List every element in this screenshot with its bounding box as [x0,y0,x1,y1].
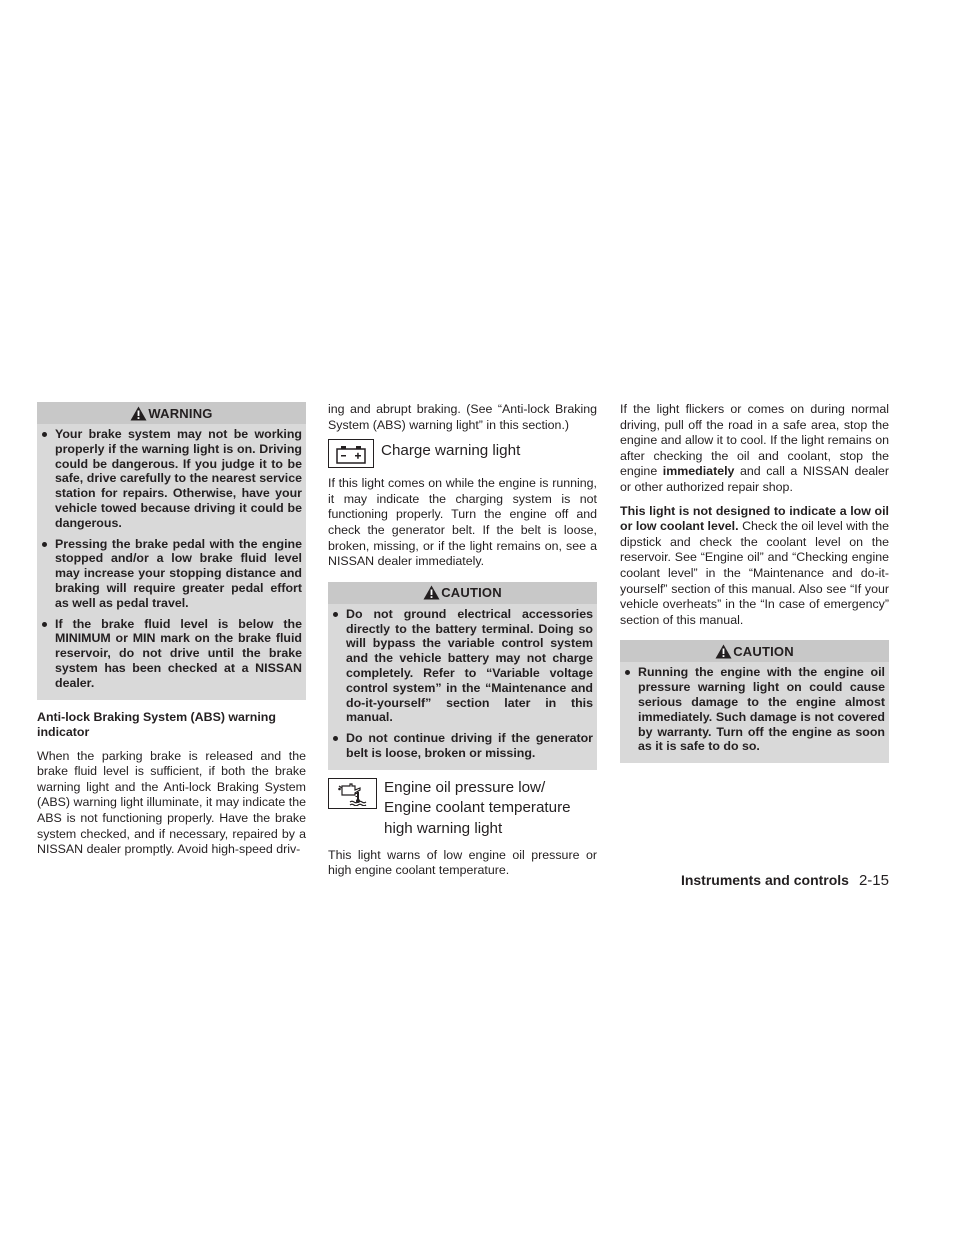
oil-icon-frame [328,778,377,809]
list-item: Your brake system may not be working properly if the warning light is on. Driving could be dangerous. If you judge it to be safe, drive carefully to the nearest service station for repairs. Otherwise, have your vehicle towed because driving it could be dangerous. [41,427,302,531]
flicker-paragraph [620,402,889,496]
oil-paragraph: This light warns of low engine oil pressure or high engine coolant temperature. [328,847,597,878]
column-3 [620,402,889,763]
footer-section: Instruments and controls [680,872,849,888]
oil-title: Engine oil pressure low/ Engine coolant temperature high warning light [384,778,571,837]
warning-header-label: WARNING [148,405,213,421]
list-item: If the brake fluid level is below the MINIMUM or MIN mark on the brake fluid reservoir, do not drive until the brake system has been checked at a NISSAN dealer. [41,617,302,691]
abs-heading: Anti-lock Braking System (ABS) warning indicator [37,709,276,739]
list-item: Running the engine with the engine oil pressure warning light on could cause serious damage to the engine almost immediately. Such damage is not covered by warranty. Turn off the engine as soon as it is safe to do so. [624,665,885,754]
battery-icon-frame [328,439,374,468]
warning-box [37,402,306,700]
warning-list [37,424,306,691]
page-footer [620,872,889,889]
list-item: Do not continue driving if the generator belt is loose, broken or missing. [332,731,593,761]
flicker-bold: immediately [662,464,735,479]
not-designed-bold: This light is not designed to indicate a low oil or low coolant level. [620,503,889,534]
warning-triangle-icon [423,585,440,600]
charge-section-heading [328,439,597,468]
charge-title: Charge warning light [381,442,521,460]
oil-section-heading [328,778,597,840]
caution-header-label: CAUTION [441,585,502,601]
caution-list [620,662,889,754]
abs-paragraph: When the parking brake is released and the brake fluid level is sufficient, if both the brake warning light and the Anti-lock Braking System (ABS) warning light illuminate, it may indicate the ABS is not functioning properly. Have the brake system checked, and if necessary, repaired by a NISSAN dealer promptly. Avoid high-speed driv- [37,748,306,857]
column-1 [37,402,306,858]
continued-paragraph: ing and abrupt braking. (See “Anti-lock Braking System (ABS) warning light” in this section.) [328,402,597,432]
battery-icon [335,444,367,464]
caution-header [620,640,889,662]
not-designed-paragraph [620,504,889,629]
warning-header [37,402,306,424]
caution-box-oil [620,640,889,763]
flicker-text-1: If the light flickers or comes on during normal driving, pull off the road in a safe area, stop the engine and allow it to cool. If the light remains on after checking the oil and coolant, stop the engine [620,402,889,479]
list-item: Do not ground electrical accessories directly to the battery terminal. Doing so will bypass the variable control system and the vehicle battery may not charge completely. Refer to “Variable voltage control system” in the “Maintenance and do-it-yourself” section later in this manual. [332,607,593,725]
oil-can-coolant-icon [333,780,373,806]
caution-list [328,604,597,761]
not-designed-text: Check the oil level with the dipstick and check the coolant level on the reservoir. See “Engine oil” and “Checking engine coolant level” in the “Maintenance and do-it-yourself” section of this manual. Also see “If your vehicle overheats” in the “In case of emergency” section of this manual. [620,519,889,627]
warning-triangle-icon [715,644,732,659]
charge-paragraph: If this light comes on while the engine is running, it may indicate the charging system is not functioning properly. Turn the engine off and check the generator belt. If the belt is loose, broken, missing, or if the light remains on, see a NISSAN dealer immediately. [328,476,597,569]
caution-header-label: CAUTION [733,643,794,659]
caution-box-charge [328,582,597,770]
caution-header [328,582,597,604]
warning-triangle-icon [130,406,147,421]
flicker-text-2: and call a NISSAN dealer or other authorized repair shop. [620,464,889,494]
list-item: Pressing the brake pedal with the engine stopped and/or a low brake fluid level may increase your stopping distance and braking will require greater pedal effort as well as pedal travel. [41,537,302,611]
column-2 [328,402,597,879]
page-number: 2-15 [858,872,889,889]
